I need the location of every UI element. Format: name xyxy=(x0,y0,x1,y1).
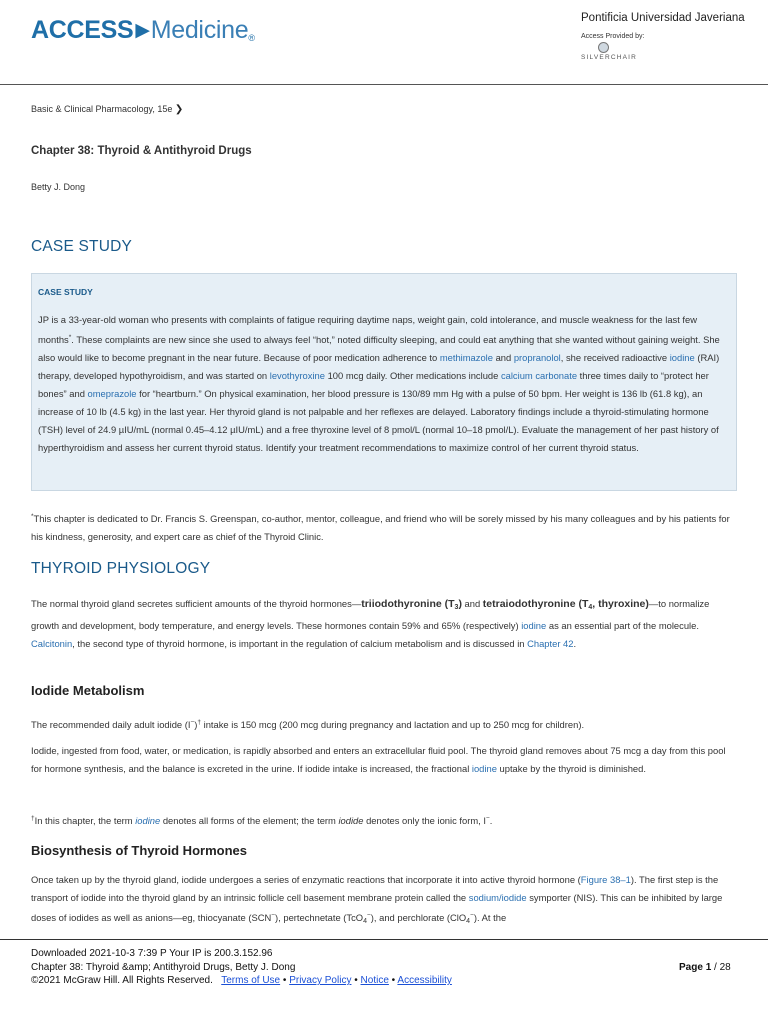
breadcrumb-book-link[interactable]: Basic & Clinical Pharmacology, 15e xyxy=(31,104,173,114)
footer-info xyxy=(31,947,452,988)
drug-link-methimazole[interactable]: methimazole xyxy=(439,352,493,363)
drug-link-levothyroxine[interactable]: levothyroxine xyxy=(269,370,325,381)
iodine-footnote xyxy=(31,810,738,830)
body-text: as an essential part of the molecule. xyxy=(546,620,699,631)
body-text: —to normalize growth and development, body temperature, and energy levels. These hormones contain 59% and 65% (respectively) xyxy=(31,598,710,631)
case-study-heading: CASE STUDY xyxy=(31,238,133,255)
iodide-metabolism-heading: Iodide Metabolism xyxy=(31,683,145,698)
bullet-separator: • xyxy=(282,975,287,986)
body-text: ), pertechnetate (TcO xyxy=(275,912,364,923)
superscript: − xyxy=(367,912,371,919)
drug-link-propranolol[interactable]: propranolol xyxy=(513,352,561,363)
case-text: and xyxy=(492,352,514,363)
body-text: symporter (NIS). This can be inhibited by large doses of iodides as well as anions—eg, thiocyanate (SCN xyxy=(31,892,723,923)
subscript: 3 xyxy=(454,604,459,611)
term-iodide: iodide xyxy=(338,815,364,826)
accessmedicine-logo[interactable] xyxy=(31,16,255,45)
logo-registered-mark: ® xyxy=(248,33,255,43)
footnote-marker: † xyxy=(31,815,35,822)
body-text: Once taken up by the thyroid gland, iodide undergoes a series of enzymatic reactions that incorporate it into active thyroid hormone ( xyxy=(31,874,581,885)
hormone-term: triiodothyronine (T xyxy=(361,598,455,610)
page-footer xyxy=(0,939,768,986)
hormone-term: ) xyxy=(458,598,462,610)
term-iodine-link[interactable]: iodine xyxy=(135,815,161,826)
drug-link-calcium-carbonate[interactable]: calcium carbonate xyxy=(500,370,578,381)
body-text: denotes only the ionic form, I xyxy=(363,815,486,826)
case-study-box-label: CASE STUDY xyxy=(38,287,93,297)
drug-link-omeprazole[interactable]: omeprazole xyxy=(87,388,137,399)
page-current: 1 xyxy=(705,962,712,973)
footer-chapter-line: Chapter 38: Thyroid &amp; Antithyroid Drugs, Betty J. Dong xyxy=(31,961,296,973)
subscript: 4 xyxy=(363,918,367,925)
hormone-term: , thyroxine) xyxy=(592,598,649,610)
case-text: (RAI) therapy, developed hypothyroidism, and was started on xyxy=(38,352,720,381)
drug-link-sodium-iodide[interactable]: sodium/iodide xyxy=(468,892,527,903)
case-text: 100 mcg daily. Other medications include xyxy=(324,370,501,381)
biosynthesis-heading: Biosynthesis of Thyroid Hormones xyxy=(31,843,247,858)
case-text: , she received radioactive xyxy=(560,352,670,363)
hormone-term: tetraiodothyronine (T xyxy=(482,598,589,610)
iodide-paragraph-1 xyxy=(31,714,738,734)
download-info: Downloaded 2021-10-3 7:39 P Your IP is 200.3.152.96 xyxy=(31,948,273,959)
access-provided-label: Access Provided by: xyxy=(581,33,645,40)
institution-name: Pontificia Universidad Javeriana xyxy=(581,12,745,24)
privacy-policy-link[interactable]: Privacy Policy xyxy=(289,975,352,986)
copyright-text: ©2021 McGraw Hill. All Rights Reserved. xyxy=(31,975,213,986)
dedication-text: This chapter is dedicated to Dr. Francis S. Greenspan, co-author, mentor, colleague, and friend who will be sorely missed by his many colleagues and by his patients for his kindness, generosity, and expert care as chief of the Thyroid Clinic. xyxy=(31,513,730,542)
notice-link[interactable]: Notice xyxy=(360,975,389,986)
dedication-note xyxy=(31,508,738,546)
body-text: . xyxy=(573,638,577,649)
body-text: In this chapter, the term xyxy=(34,815,136,826)
logo-access-text: ACCESS xyxy=(31,16,134,44)
body-text: , the second type of thyroid hormone, is important in the regulation of calcium metabolism and is discussed in xyxy=(72,638,528,649)
page-label: Page xyxy=(679,962,703,973)
drug-link-calcitonin[interactable]: Calcitonin xyxy=(31,638,73,649)
case-study-text xyxy=(38,311,730,457)
case-text: three times daily to “protect her bones” and xyxy=(38,370,709,399)
body-text: ). At the xyxy=(473,912,507,923)
logo-chevron-icon: ▶ xyxy=(135,20,150,41)
subscript: 4 xyxy=(466,918,471,925)
body-text: denotes all forms of the element; the term xyxy=(160,815,339,826)
site-header xyxy=(0,0,768,85)
logo-medicine-text: Medicine xyxy=(150,16,249,44)
body-text: The recommended daily adult iodide (I xyxy=(31,719,191,730)
case-text: for “heartburn.” On physical examination, her blood pressure is 130/89 mm Hg with a pulse of 50 bpm. Her weight is 136 lb (61.8 kg), an increase of 10 lb (4.5 kg) in the last year. Her thyroid gland is not palpable and her reflexes are delayed. Laboratory findings include a thyroid-stimulating hormone (TSH) level of 24.9 µIU/mL (normal 0.45–4.12 µIU/mL) and a free thyroxine level of 8 pmol/L (normal 10–18 pmol/L). Evaluate the management of her past history of hyperthyroidism and assess her current thyroid status. Identify your treatment recommendations to maximize control of her current thyroid status. xyxy=(38,388,719,453)
superscript: − xyxy=(470,912,474,919)
body-text: and xyxy=(461,598,483,609)
chapter-42-link[interactable]: Chapter 42 xyxy=(527,638,574,649)
footnote-marker: * xyxy=(31,513,34,520)
breadcrumb[interactable] xyxy=(31,104,183,115)
body-text: intake is 150 mcg (200 mcg during pregnancy and lactation and up to 250 mcg for children). xyxy=(201,719,585,730)
page-separator: / xyxy=(714,962,717,973)
body-text: ), and perchlorate (ClO xyxy=(370,912,467,923)
thyroid-physiology-heading: THYROID PHYSIOLOGY xyxy=(31,560,211,577)
footer-copyright-line xyxy=(31,974,452,988)
body-text: . xyxy=(489,815,493,826)
body-text: ). The first step is the transport of iodide into the thyroid gland by an intrinsic follicle cell basement membrane protein called the xyxy=(31,874,719,903)
case-text: JP is a 33-year-old woman who presents with complaints of fatigue requiring daytime naps, weight gain, cold intolerance, and muscle weakness for the last few months xyxy=(38,314,698,345)
silverchair-logo-text: SILVERCHAIR xyxy=(581,54,638,61)
bullet-separator: • xyxy=(391,975,396,986)
body-text: Iodide, ingested from food, water, or medication, is rapidly absorbed and enters an extracellular fluid pool. The thyroid gland removes about 75 mcg a day from this pool for hormone synthesis, and the balance is excreted in the urine. If iodide intake is increased, the fractional xyxy=(31,745,726,774)
page-total: 28 xyxy=(719,962,731,973)
superscript: − xyxy=(485,815,490,822)
case-text: . These complaints are new since she used to always feel “hot,” noted difficulty sleeping, and could eat anything that she wanted without gaining weight. She also would like to become pregnant in the near future. Because of poor medication adherence to xyxy=(38,334,720,363)
bullet-separator: • xyxy=(354,975,358,986)
drug-link-iodine[interactable]: iodine xyxy=(521,620,547,631)
figure-38-1-link[interactable]: Figure 38–1 xyxy=(580,874,631,885)
terms-of-use-link[interactable]: Terms of Use xyxy=(221,975,281,986)
body-text: The normal thyroid gland secretes sufficient amounts of the thyroid hormones— xyxy=(31,598,362,609)
chevron-right-icon: ❯ xyxy=(174,104,184,115)
body-text: uptake by the thyroid is diminished. xyxy=(496,763,646,774)
footnote-marker[interactable]: † xyxy=(197,719,202,726)
footnote-marker[interactable]: * xyxy=(68,334,72,341)
subscript: 4 xyxy=(588,604,593,611)
body-text: ) xyxy=(194,719,198,730)
biosynthesis-paragraph xyxy=(31,871,738,931)
drug-link-iodine[interactable]: iodine xyxy=(471,763,497,774)
chapter-title: Chapter 38: Thyroid & Antithyroid Drugs xyxy=(31,145,252,157)
iodide-paragraph-2 xyxy=(31,742,738,778)
superscript: − xyxy=(190,719,195,726)
silverchair-logo-icon xyxy=(598,42,609,53)
case-study-box xyxy=(31,273,737,491)
accessibility-link[interactable]: Accessibility xyxy=(397,975,452,986)
page-number xyxy=(679,962,731,973)
physiology-paragraph xyxy=(31,595,738,653)
author-name: Betty J. Dong xyxy=(31,182,86,192)
drug-link-iodine[interactable]: iodine xyxy=(669,352,695,363)
superscript: − xyxy=(271,912,276,919)
